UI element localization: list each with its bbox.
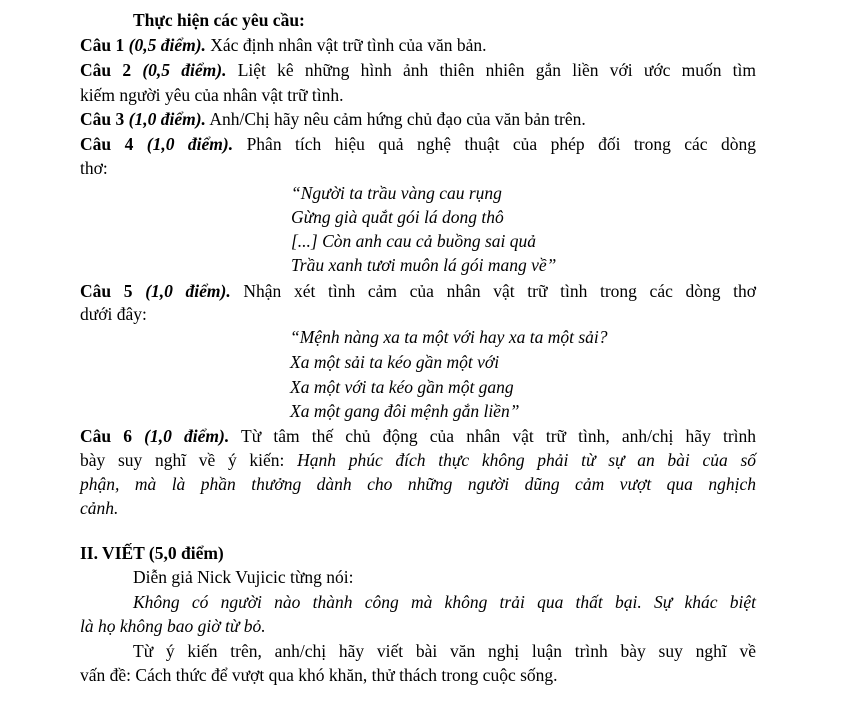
section-2-quote-2: là họ không bao giờ từ bỏ.: [80, 616, 266, 636]
question-3-text: Anh/Chị hãy nêu cảm hứng chủ đạo của văn bản trên.: [209, 109, 586, 129]
question-4-line-2: thơ:: [80, 158, 108, 178]
poem-1-line-4: Trầu xanh tươi muôn lá gói mang về”: [291, 255, 557, 275]
question-4-line-1: [80, 133, 756, 155]
question-3-label: Câu 3: [80, 109, 125, 129]
poem-1-line-1: “Người ta trầu vàng cau rụng: [291, 183, 502, 203]
question-2-line-1: [80, 59, 756, 81]
question-6-line-1: [80, 425, 756, 447]
question-6-quote-1: Hạnh phúc đích thực không phải từ sự an bài của số: [297, 450, 757, 470]
question-5-label: Câu 5: [80, 281, 133, 301]
question-6-line-2: [80, 449, 756, 471]
question-2-points: (0,5 điểm).: [142, 60, 227, 80]
question-6-text-2: bày suy nghĩ về ý kiến:: [80, 450, 285, 470]
poem-2-line-4: Xa một gang đôi mệnh gắn liền”: [290, 401, 520, 421]
question-1-points: (0,5 điểm).: [128, 35, 206, 55]
question-4-label: Câu 4: [80, 134, 134, 154]
question-6-quote-2: phận, mà là phần thưởng dành cho những người dũng cảm vượt qua nghịch: [80, 474, 756, 494]
poem-1-line-2: Gừng già quắt gói lá dong thô: [291, 207, 504, 227]
question-5-text: Nhận xét tình cảm của nhân vật trữ tình trong các dòng thơ: [243, 281, 757, 301]
question-5-line-2: dưới đây:: [80, 304, 147, 324]
section-2-intro: Diễn giả Nick Vujicic từng nói:: [133, 567, 354, 587]
question-1-text: Xác định nhân vật trữ tình của văn bản.: [210, 35, 487, 55]
section-2-task-2: vấn đề: Cách thức để vượt qua khó khăn, thử thách trong cuộc sống.: [80, 665, 558, 685]
question-2-line-2: kiếm người yêu của nhân vật trữ tình.: [80, 85, 344, 105]
question-2-label: Câu 2: [80, 60, 132, 80]
question-5-points: (1,0 điểm).: [145, 281, 231, 301]
poem-2-line-1: “Mệnh nàng xa ta một với hay xa ta một sải?: [290, 327, 608, 347]
poem-2-line-3: Xa một với ta kéo gần một gang: [290, 377, 514, 397]
section-2-task-1: Từ ý kiến trên, anh/chị hãy viết bài văn nghị luận trình bày suy nghĩ về: [133, 641, 756, 661]
question-3: [80, 108, 586, 130]
section-2-quote-1: Không có người nào thành công mà không trải qua thất bại. Sự khác biệt: [133, 592, 756, 612]
poem-1-line-3: [...] Còn anh cau cả buồng sai quả: [291, 231, 536, 251]
question-6-points: (1,0 điểm).: [144, 426, 230, 446]
poem-2-line-2: Xa một sải ta kéo gần một với: [290, 352, 500, 372]
question-4-text: Phân tích hiệu quả nghệ thuật của phép đối trong các dòng: [246, 134, 757, 154]
question-1: [80, 34, 487, 56]
question-4-points: (1,0 điểm).: [146, 134, 234, 154]
intro-heading: Thực hiện các yêu cầu:: [133, 10, 305, 30]
question-5-line-1: [80, 280, 756, 302]
question-2-text: Liệt kê những hình ảnh thiên nhiên gắn liền với ước muốn tìm: [237, 60, 757, 80]
question-3-points: (1,0 điểm).: [128, 109, 206, 129]
section-2-heading: II. VIẾT (5,0 điểm): [80, 543, 224, 563]
question-6-text: Từ tâm thế chủ động của nhân vật trữ tình, anh/chị hãy trình: [241, 426, 757, 446]
question-1-label: Câu 1: [80, 35, 125, 55]
question-6-label: Câu 6: [80, 426, 133, 446]
question-6-quote-3: cảnh.: [80, 498, 119, 518]
